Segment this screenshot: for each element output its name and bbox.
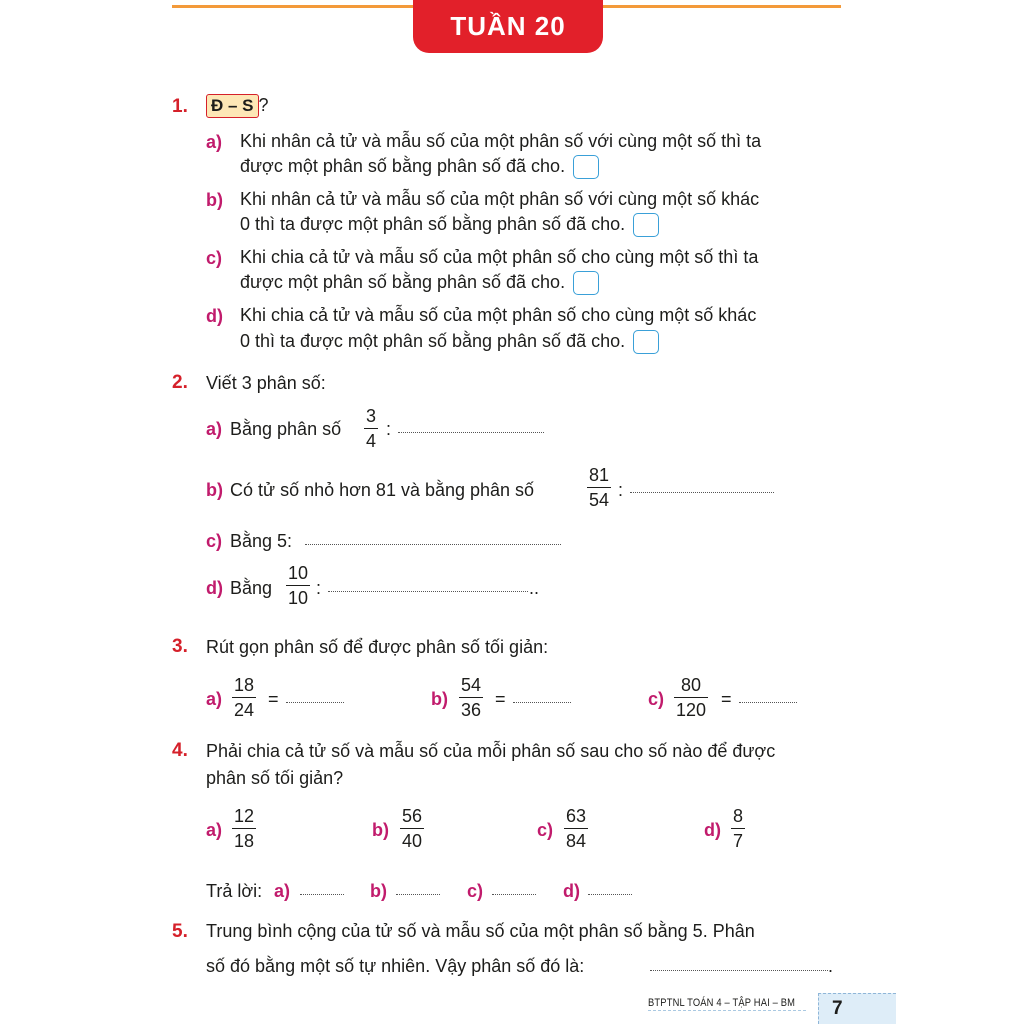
q2b-answer-line[interactable]: [630, 492, 774, 493]
q2a-text: Bằng phân số: [230, 419, 342, 439]
q4b-denominator: 40: [402, 831, 423, 852]
q2b-numerator: 81: [589, 465, 610, 485]
q1-tag-suffix: ?: [258, 95, 269, 115]
q4a-answer-line[interactable]: [300, 894, 344, 895]
q3c-answer-line[interactable]: [739, 702, 797, 703]
q2d-tail: ..: [529, 578, 540, 598]
q2a-denominator: 4: [366, 431, 377, 452]
page-number: 7: [818, 993, 896, 1024]
q2d-colon: :: [316, 578, 322, 598]
q1b-label: b): [206, 190, 223, 210]
q2b-fraction: [587, 465, 611, 511]
q3a-fraction: [232, 675, 256, 721]
q1b-line2: 0 thì ta được một phân số bằng phân số đã cho.: [240, 214, 626, 234]
q5-number: 5.: [172, 921, 188, 942]
q3b-answer-line[interactable]: [513, 702, 571, 703]
q1c-answer-box[interactable]: [573, 271, 599, 295]
q4a-denominator: 18: [234, 831, 255, 852]
q3b-fraction: [459, 675, 483, 721]
q2b-label: b): [206, 480, 223, 500]
q4-line1: Phải chia cả tử số và mẫu số của mỗi phân số sau cho số nào để được: [206, 741, 776, 761]
q3c-fraction: [674, 675, 708, 721]
q2b-text: Có tử số nhỏ hơn 81 và bằng phân số: [230, 480, 535, 500]
footer-book-title: BTPTNL TOÁN 4 – TẬP HAI – BM: [648, 997, 796, 1009]
q4b-label: b): [372, 820, 389, 840]
q3c-equals: =: [721, 689, 732, 709]
q1-number: 1.: [172, 96, 188, 117]
q2d-denominator: 10: [288, 588, 309, 609]
q1a-label: a): [206, 132, 223, 152]
q1b-answer-box[interactable]: [633, 213, 659, 237]
q1c-line1: Khi chia cả tử và mẫu số của một phân số cho cùng một số thì ta: [240, 247, 759, 267]
footer-dashed-rule: [648, 1010, 806, 1011]
q2d-label: d): [206, 578, 223, 598]
q1c-line2-row: [240, 269, 599, 295]
q5-line1: Trung bình cộng của tử số và mẫu số của một phân số bằng 5. Phân: [206, 921, 755, 941]
q1a-answer-box[interactable]: [573, 155, 599, 179]
q2b-denominator: 54: [589, 490, 610, 511]
q1-heading: [206, 94, 269, 118]
q3a-numerator: 18: [234, 675, 255, 695]
q4b-answer-line[interactable]: [396, 894, 440, 895]
q4b-numerator: 56: [402, 806, 423, 826]
q1d-line2-row: [240, 328, 659, 354]
q2-number: 2.: [172, 372, 188, 393]
q1d-answer-box[interactable]: [633, 330, 659, 354]
week-title-badge: TUẦN 20: [413, 0, 603, 53]
q1a-line2-row: [240, 153, 599, 179]
q2d-fraction: [286, 563, 310, 609]
q2-title: Viết 3 phân số:: [206, 373, 326, 393]
q4a-label: a): [206, 820, 223, 840]
q4-number: 4.: [172, 740, 188, 761]
q1c-line2: được một phân số bằng phân số đã cho.: [240, 272, 566, 292]
q4-answer-label-c: c): [467, 881, 484, 901]
q4d-label: d): [704, 820, 721, 840]
q2c-answer-line[interactable]: [305, 544, 561, 545]
q2a-fraction: [364, 406, 378, 452]
q3c-label: c): [648, 689, 665, 709]
q4c-label: c): [537, 820, 554, 840]
q3c-numerator: 80: [681, 675, 702, 695]
q3b-numerator: 54: [461, 675, 482, 695]
q5-line2: số đó bằng một số tự nhiên. Vậy phân số đó là:: [206, 956, 585, 976]
q3a-answer-line[interactable]: [286, 702, 344, 703]
q2a-colon: :: [386, 419, 392, 439]
q1a-line1: Khi nhân cả tử và mẫu số của một phân số với cùng một số thì ta: [240, 131, 762, 151]
q4c-answer-line[interactable]: [492, 894, 536, 895]
q3b-equals: =: [495, 689, 506, 709]
q1b-line1: Khi nhân cả tử và mẫu số của một phân số với cùng một số khác: [240, 189, 760, 209]
q2a-answer-line[interactable]: [398, 432, 544, 433]
q4b-fraction: [400, 806, 424, 852]
q3b-denominator: 36: [461, 700, 482, 721]
q4d-answer-line[interactable]: [588, 894, 632, 895]
q2d-numerator: 10: [288, 563, 309, 583]
q4-answer-label-b: b): [370, 881, 387, 901]
q2d-text: Bằng: [230, 578, 273, 598]
q4-line2: phân số tối giản?: [206, 768, 344, 788]
q4-answer-label-a: a): [274, 881, 291, 901]
q3c-denominator: 120: [676, 700, 707, 721]
q2c-label: c): [206, 531, 223, 551]
q5-answer-line[interactable]: [650, 970, 828, 971]
q4d-denominator: 7: [733, 831, 744, 852]
q5-tail: .: [828, 956, 834, 976]
q4c-fraction: [564, 806, 588, 852]
q2c-text: Bằng 5:: [230, 531, 293, 551]
q4-answer-label-d: d): [563, 881, 580, 901]
q2d-answer-line[interactable]: [328, 591, 528, 592]
q1d-line2: 0 thì ta được một phân số bằng phân số đã cho.: [240, 331, 626, 351]
q2b-colon: :: [618, 480, 624, 500]
q4d-fraction: [731, 806, 745, 852]
q1c-label: c): [206, 248, 223, 268]
q2a-label: a): [206, 419, 223, 439]
q4a-numerator: 12: [234, 806, 255, 826]
q3-title: Rút gọn phân số để được phân số tối giản:: [206, 637, 549, 657]
q4-answer-prefix: Trả lời:: [206, 881, 263, 901]
q3a-equals: =: [268, 689, 279, 709]
q3-number: 3.: [172, 636, 188, 657]
q1b-line2-row: [240, 211, 659, 237]
q3a-denominator: 24: [234, 700, 255, 721]
q2a-numerator: 3: [366, 406, 377, 426]
q4c-numerator: 63: [566, 806, 587, 826]
q4c-denominator: 84: [566, 831, 587, 852]
q3b-label: b): [431, 689, 448, 709]
q1d-line1: Khi chia cả tử và mẫu số của một phân số cho cùng một số khác: [240, 305, 757, 325]
q3a-label: a): [206, 689, 223, 709]
q4d-numerator: 8: [733, 806, 744, 826]
q1a-line2: được một phân số bằng phân số đã cho.: [240, 156, 566, 176]
q4a-fraction: [232, 806, 256, 852]
true-false-tag: Đ – S: [206, 94, 259, 118]
q1d-label: d): [206, 306, 223, 326]
